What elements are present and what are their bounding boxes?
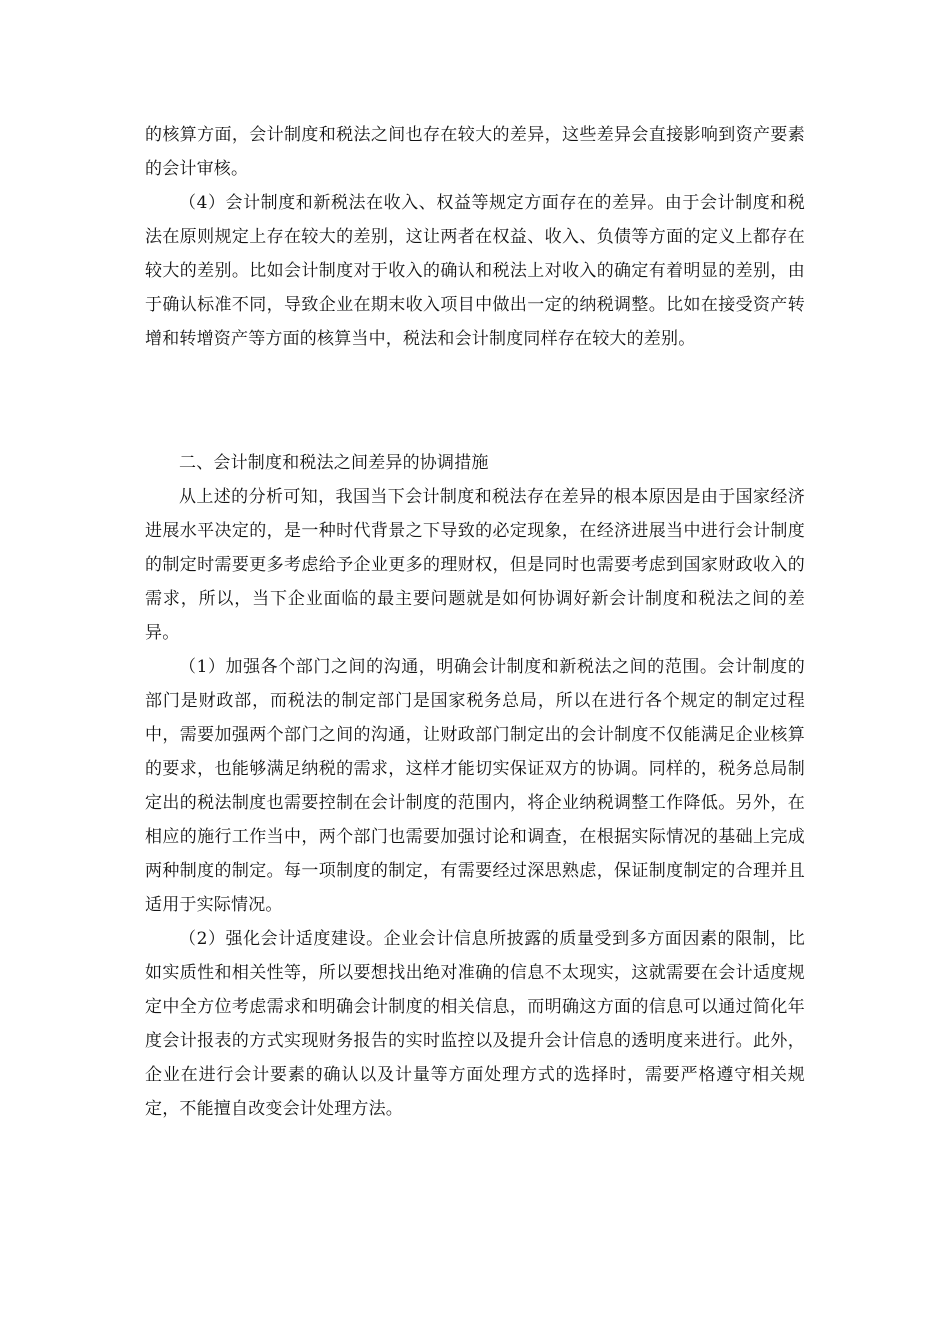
- paragraph-item-2: （2）强化会计适度建设。企业会计信息所披露的质量受到多方面因素的限制，比如实质性和相关性等，所以要想找出绝对准确的信息不太现实，这就需要在会计适度规定中全方位考虑需求和明确会计制度的相关信息，而明确这方面的信息可以通过简化年度会计报表的方式实现财务报告的实时监控以及提升会计信息的透明度来进行。此外，企业在进行会计要素的确认以及计量等方面处理方式的选择时，需要严格遵守相关规定，不能擅自改变会计处理方法。: [145, 929, 805, 1119]
- paragraph-item-1: （1）加强各个部门之间的沟通，明确会计制度和新税法之间的范围。会计制度的部门是财政部，而税法的制定部门是国家税务总局，所以在进行各个规定的制定过程中，需要加强两个部门之间的沟通，让财政部门制定出的会计制度不仅能满足企业核算的要求，也能够满足纳税的需求，这样才能切实保证双方的协调。同样的，税务总局制定出的税法制度也需要控制在会计制度的范围内，将企业纳税调整工作降低。另外，在相应的施行工作当中，两个部门也需要加强讨论和调查，在根据实际情况的基础上完成两种制度的制定。每一项制度的制定，有需要经过深思熟虑，保证制度制定的合理并且适用于实际情况。: [145, 657, 805, 915]
- body-text-upper: [145, 118, 805, 356]
- paragraph-item-4: （4）会计制度和新税法在收入、权益等规定方面存在的差异。由于会计制度和税法在原则规定上存在较大的差别，这让两者在权益、收入、负债等方面的定义上都存在较大的差别。比如会计制度对于收入的确认和税法上对收入的确定有着明显的差别，由于确认标准不同，导致企业在期末收入项目中做出一定的纳税调整。比如在接受资产转增和转增资产等方面的核算当中，税法和会计制度同样存在较大的差别。: [145, 193, 805, 349]
- paragraph-section-intro: 从上述的分析可知，我国当下会计制度和税法存在差异的根本原因是由于国家经济进展水平决定的，是一种时代背景之下导致的必定现象，在经济进展当中进行会计制度的制定时需要更多考虑给予企业更多的理财权，但是同时也需要考虑到国家财政收入的需求，所以，当下企业面临的最主要问题就是如何协调好新会计制度和税法之间的差异。: [145, 487, 805, 643]
- body-text-lower: [145, 446, 805, 1126]
- paragraph-continuation: 的核算方面，会计制度和税法之间也存在较大的差异，这些差异会直接影响到资产要素的会计审核。: [145, 125, 805, 179]
- section-heading: 二、会计制度和税法之间差异的协调措施: [179, 453, 489, 473]
